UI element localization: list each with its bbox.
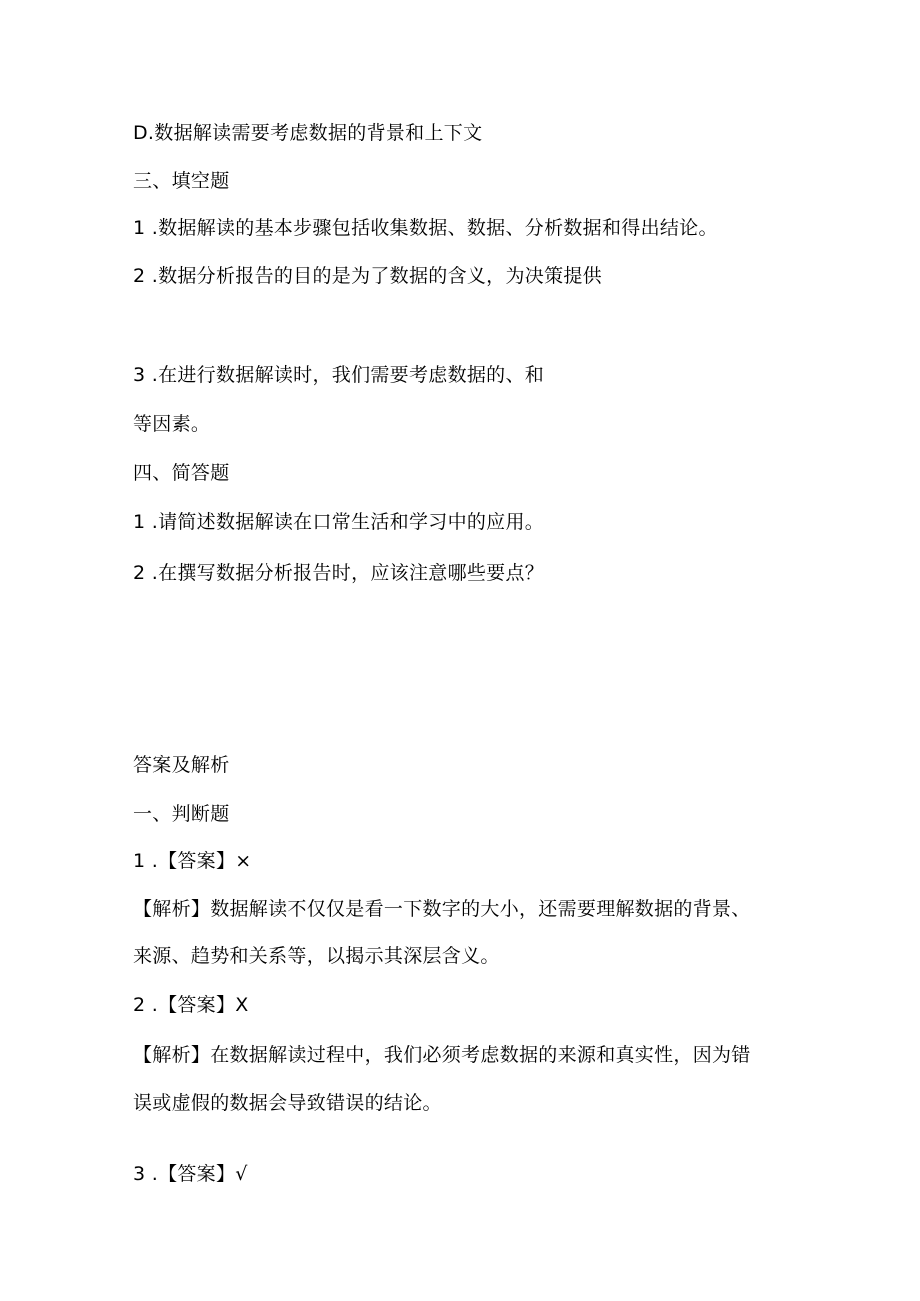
explanation-1: 【解析】数据解读不仅仅是看一下数字的大小，还需要理解数据的背景、: [133, 898, 751, 920]
answer-2: 2 .【答案】X: [133, 994, 249, 1016]
fill-question-3: 3 .在进行数据解读时，我们需要考虑数据的、和: [133, 364, 545, 386]
fill-question-2: 2 .数据分析报告的目的是为了数据的含义，为决策提供: [133, 265, 602, 287]
section-heading-true-false: 一、判断题: [133, 803, 230, 825]
answer-3: 3 .【答案】√: [133, 1163, 248, 1185]
explanation-1-continued: 来源、趋势和关系等，以揭示其深层含义。: [133, 945, 500, 967]
fill-question-1: 1 .数据解读的基本步骤包括收集数据、数据、分析数据和得出结论。: [133, 217, 718, 239]
fill-question-3-continued: 等因素。: [133, 413, 211, 435]
short-question-1: 1 .请简述数据解读在口常生活和学习中的应用。: [133, 511, 545, 533]
section-heading-short-answer: 四、简答题: [133, 462, 230, 484]
option-d-text: D.数据解读需要考虑数据的背景和上下文: [133, 122, 483, 144]
answers-heading: 答案及解析: [133, 754, 230, 776]
explanation-2: 【解析】在数据解读过程中，我们必须考虑数据的来源和真实性，因为错: [133, 1044, 751, 1066]
explanation-2-continued: 误或虚假的数据会导致错误的结论。: [133, 1092, 442, 1114]
section-heading-fill-in-blank: 三、填空题: [133, 170, 230, 192]
short-question-2: 2 .在撰写数据分析报告时，应该注意哪些要点？: [133, 562, 545, 584]
answer-1: 1 .【答案】×: [133, 850, 252, 872]
